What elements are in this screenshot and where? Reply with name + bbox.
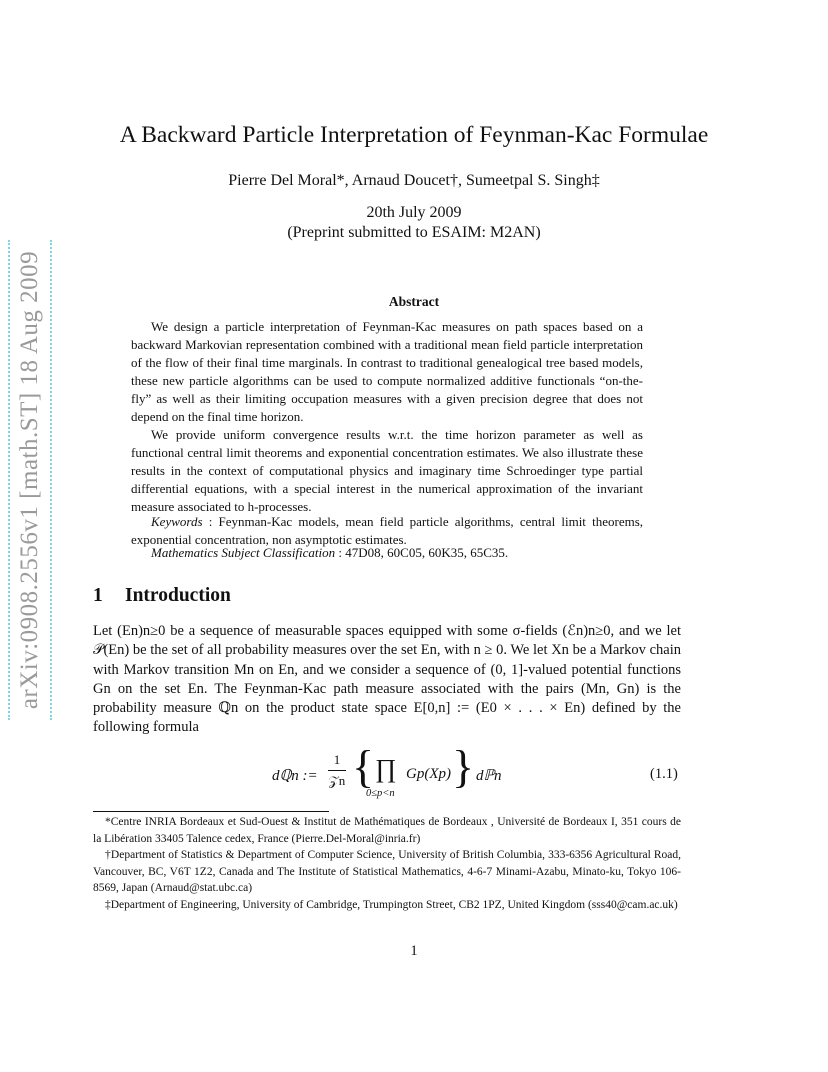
equation-lhs: dℚn := <box>272 768 318 784</box>
equation-number: (1.1) <box>650 766 678 782</box>
product-subscript: 0≤p<n <box>366 788 395 799</box>
page-number: 1 <box>410 943 418 959</box>
fraction-numerator: 1 <box>333 752 341 767</box>
msc-text: : 47D08, 60C05, 60K35, 65C35. <box>338 545 509 560</box>
footnote-1: *Centre INRIA Bordeaux et Sud-Ouest & Institut de Mathématiques de Bordeaux , Université de Bordeaux I, 351 cours de la Libération 33405 Talence cedex, France (Pierre.Del-Moral@inria.fr) <box>93 816 681 845</box>
footnote-3: ‡Department of Engineering, University of Cambridge, Trumpington Street, CB2 1PZ, United Kingdom (sss40@cam.ac.uk) <box>105 898 678 911</box>
msc-block <box>151 545 641 561</box>
paper-date: 20th July 2009 <box>366 204 462 221</box>
footnote-rule <box>93 811 329 812</box>
section-title: Introduction <box>125 585 231 606</box>
right-brace: } <box>452 741 475 792</box>
equation-fraction <box>328 752 346 789</box>
author-list: Pierre Del Moral*, Arnaud Doucet†, Sumeetpal S. Singh‡ <box>228 172 600 189</box>
keywords-text: : Feynman-Kac models, mean field particle algorithms, central limit theorems, exponential concentration, non asymptotic estimates. <box>131 514 644 547</box>
equation-rhs: dℙn <box>476 768 502 784</box>
msc-label: Mathematics Subject Classification <box>151 545 336 560</box>
intro-paragraph <box>93 622 681 738</box>
paper-title: A Backward Particle Interpretation of Feynman-Kac Formulae <box>119 122 709 148</box>
arxiv-watermark <box>8 240 52 720</box>
product-factor: Gp(Xp) <box>406 766 451 782</box>
intro-text: Let (En)n≥0 be a sequence of measurable spaces equipped with some σ-fields (ℰn)n≥0, and we let 𝒫(En) be the set of all probability measures over the set En, with n ≥ 0. We let Xn be a Markov chain with Markov transition Mn on En, and we consider a sequence of (0, 1]-valued potential functions Gn on the set En. The Feynman-Kac path measure associated with the pairs (Mn, Gn) is the probability measure ℚn on the product state space E[0,n] := (E0 × . . . × En) defined by the following formula <box>93 623 681 736</box>
abstract-heading: Abstract <box>388 294 440 309</box>
equation-1-1 <box>272 741 572 804</box>
keywords-label: Keywords <box>151 514 203 529</box>
section-heading <box>93 585 231 607</box>
footnote-2: †Department of Statistics & Department of Computer Science, University of British Columbia, 333-6356 Agricultural Road, Vancouver, BC, V6T 1Z2, Canada and The Institute of Statistical Mathematics, 4-6-7 Minami-Azabu, Minato-ku, Tokyo 106-8569, Japan (Arnaud@stat.ubc.ca) <box>93 849 681 894</box>
abstract-paragraph-2: We provide uniform convergence results w.r.t. the time horizon parameter as well as functional central limit theorems and exponential concentration estimates. We also illustrate these results in the context of computational physics and imaginary time Schroedinger type partial differential equations, with a special interest in the numerical approximation of the invariant measure associated to h-processes. <box>131 427 643 514</box>
abstract-body <box>131 318 643 516</box>
abstract-paragraph-1: We design a particle interpretation of Feynman-Kac measures on path spaces based on a backward Markovian representation combined with a traditional mean field particle interpretation of the flow of their final time marginals. In contrast to traditional genealogical tree based models, these new particle algorithms can be used to compute normalized additive functionals “on-the-fly” as well as their limiting occupation measures with a given precision degree that does not depend on the final time horizon. <box>131 319 643 424</box>
section-number: 1 <box>93 585 103 606</box>
left-brace: { <box>352 741 375 792</box>
watermark-text: arXiv:0908.2556v1 [math.ST] 18 Aug 2009 <box>16 250 43 710</box>
keywords-block <box>131 513 643 549</box>
footnotes <box>93 814 681 913</box>
preprint-note: (Preprint submitted to ESAIM: M2AN) <box>287 224 541 241</box>
fraction-denominator: 𝒵n <box>328 773 346 788</box>
product-symbol: ∏ <box>375 754 397 783</box>
